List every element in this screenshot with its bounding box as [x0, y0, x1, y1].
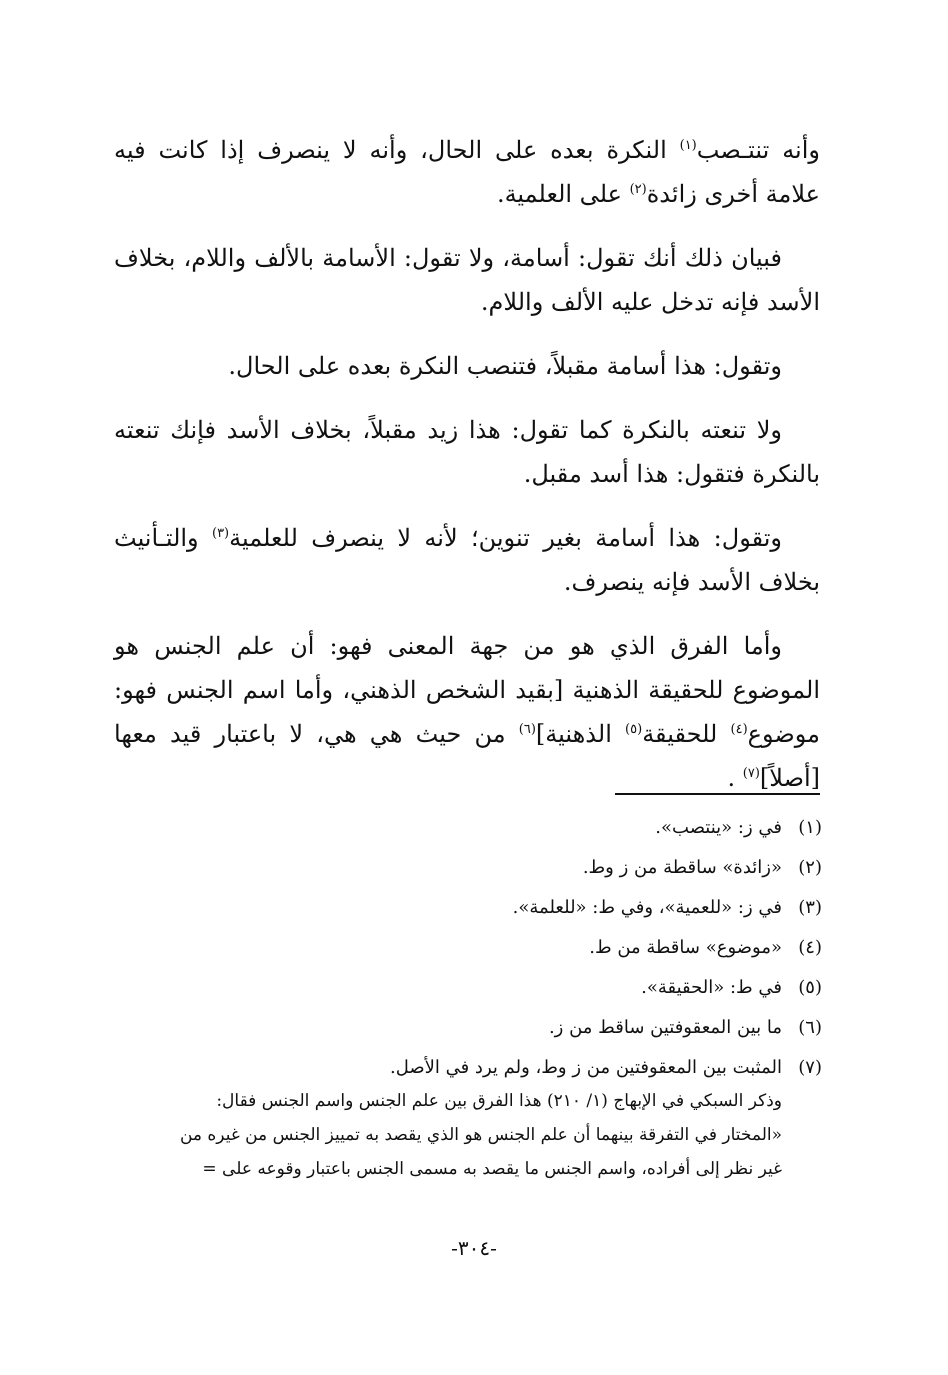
footnote-text: في ز: «للعمية»، وفي ط: «للعلمة».	[512, 897, 782, 918]
footnote-7-continuation	[112, 1084, 782, 1186]
footnote-text: في ز: «ينتصب».	[655, 817, 782, 838]
paragraph-6	[114, 624, 820, 800]
footnote-line: غير نظر إلى أفراده، واسم الجنس ما يقصد به مسمى الجنس باعتبار وقوعه على =	[202, 1159, 782, 1179]
footnote-text: ما بين المعقوفتين ساقط من ز.	[548, 1017, 782, 1038]
footnote-ref-7[interactable]: (٧)	[742, 766, 760, 781]
footnote-number: (٢)	[798, 857, 822, 878]
text-run: الذهنية]	[535, 720, 626, 748]
footnote-number: (٤)	[798, 937, 822, 958]
footnote-1	[112, 808, 822, 848]
footnote-ref-5[interactable]: (٥)	[625, 722, 643, 737]
footnote-5	[112, 968, 822, 1008]
text-run: والتـأنيث بخلاف الأسد فإنه ينصرف.	[114, 524, 820, 596]
footnote-text: «زائدة» ساقطة من ز وط.	[582, 857, 782, 878]
footnote-number: (٦)	[798, 1017, 822, 1038]
footnote-4	[112, 928, 822, 968]
footnote-ref-6[interactable]: (٦)	[518, 722, 536, 737]
page-number: -٣٠٤-	[451, 1236, 497, 1260]
footnotes	[112, 808, 822, 1186]
footnote-line: وذكر السبكي في الإبهاج (١/ ٢١٠) هذا الفرق بين علم الجنس واسم الجنس فقال:	[216, 1091, 782, 1111]
text-run: للحقيقة	[642, 720, 731, 748]
footnote-3	[112, 888, 822, 928]
footnote-number: (٣)	[798, 897, 822, 918]
footnote-separator	[615, 793, 820, 795]
paragraph-3: وتقول: هذا أسامة مقبلاً، فتنصب النكرة بعده على الحال.	[228, 352, 782, 380]
paragraph-1	[114, 128, 820, 216]
text-run: النكرة بعده على الحال، وأنه لا ينصرف إذا كانت فيه علامة أخرى زائدة	[114, 136, 820, 208]
footnote-ref-1[interactable]: (١)	[679, 138, 697, 153]
paragraph-4: ولا تنعته بالنكرة كما تقول: هذا زيد مقبلاً، بخلاف الأسد فإنك تنعته بالنكرة فتقول: هذا أسد مقبل.	[114, 416, 820, 488]
footnote-ref-2[interactable]: (٢)	[629, 182, 647, 197]
text-run: من حيث هي هي، لا باعتبار قيد معها [أصلاً]	[114, 720, 820, 792]
main-text	[114, 128, 820, 820]
footnote-6	[112, 1008, 822, 1048]
text-run: .	[727, 764, 743, 792]
footnote-number: (٧)	[798, 1057, 822, 1078]
footnote-text: في ط: «الحقيقة».	[641, 977, 782, 998]
paragraph-2: فبيان ذلك أنك تقول: أسامة، ولا تقول: الأسامة بالألف واللام، بخلاف الأسد فإنه تدخل عليه الألف واللام.	[114, 244, 820, 316]
text-run: وأنه تنتـصب	[696, 136, 820, 164]
paragraph-5	[114, 516, 820, 604]
footnote-7	[112, 1048, 822, 1088]
footnote-2	[112, 848, 822, 888]
footnote-ref-4[interactable]: (٤)	[730, 722, 748, 737]
footnote-number: (١)	[798, 817, 822, 838]
footnote-ref-3[interactable]: (٣)	[211, 526, 230, 541]
footnote-text: «موضوع» ساقطة من ط.	[589, 937, 782, 958]
footnote-line: «المختار في التفرقة بينهما أن علم الجنس هو الذي يقصد به تمييز الجنس من غيره من	[179, 1125, 782, 1145]
footnote-text: المثبت بين المعقوفتين من ز وط، ولم يرد في الأصل.	[389, 1057, 782, 1078]
text-run: على العلمية.	[496, 180, 630, 208]
text-run: وأما الفرق الذي هو من جهة المعنى فهو: أن علم الجنس هو الموضوع للحقيقة الذهنية [بقيد الشخص الذهني، وأما اسم الجنس فهو: موضوع	[114, 632, 821, 748]
footnote-number: (٥)	[798, 977, 822, 998]
text-run: وتقول: هذا أسامة بغير تنوين؛ لأنه لا ينصرف للعلمية	[229, 524, 783, 552]
